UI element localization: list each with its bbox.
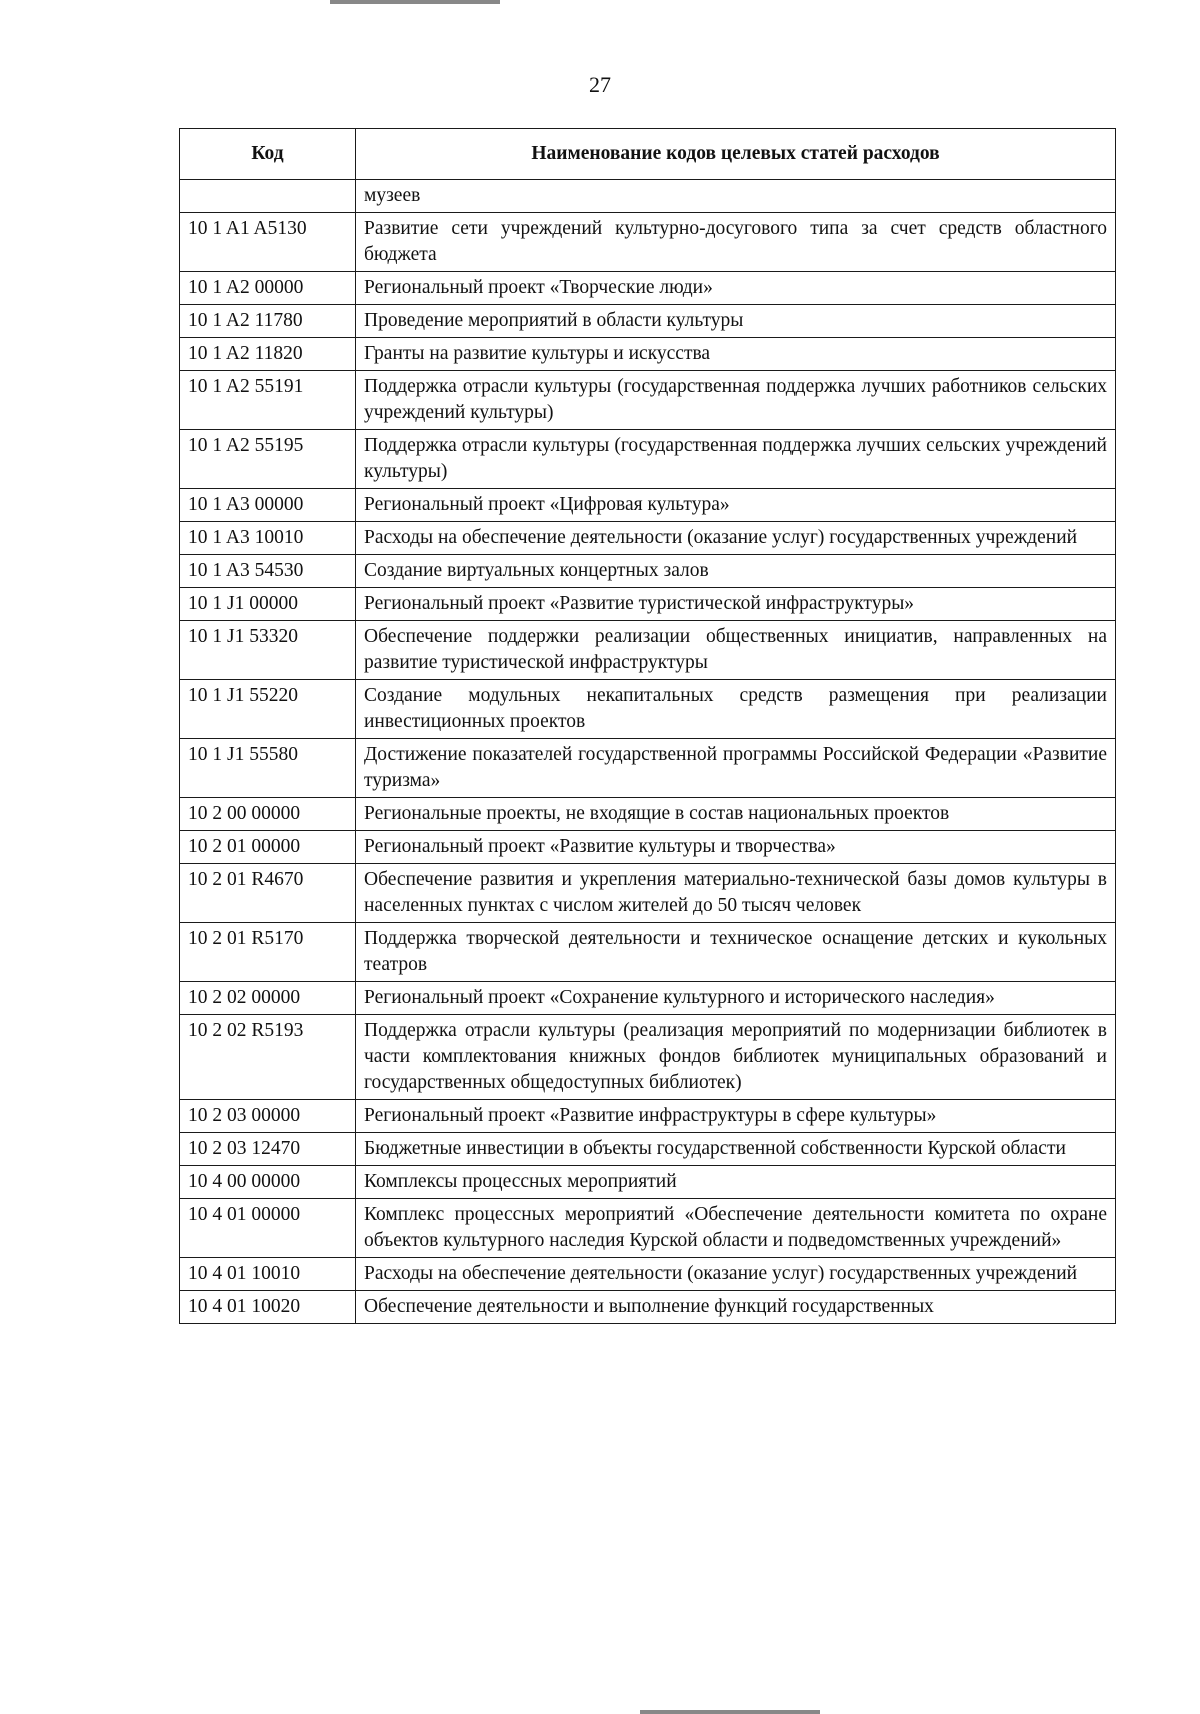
code-cell: 10 4 01 00000	[180, 1199, 356, 1258]
code-cell: 10 4 01 10010	[180, 1258, 356, 1291]
code-cell: 10 4 01 10020	[180, 1291, 356, 1324]
name-cell: Региональный проект «Творческие люди»	[356, 272, 1116, 305]
table-row	[180, 1258, 1116, 1291]
table-row	[180, 305, 1116, 338]
code-cell: 10 1 A2 00000	[180, 272, 356, 305]
code-cell: 10 1 A2 55195	[180, 430, 356, 489]
table-row	[180, 680, 1116, 739]
table-row	[180, 1291, 1116, 1324]
name-cell: Комплекс процессных мероприятий «Обеспечение деятельности комитета по охране объектов культурного наследия Курской области и подведомственных учреждений»	[356, 1199, 1116, 1258]
table-row	[180, 522, 1116, 555]
header-name: Наименование кодов целевых статей расходов	[356, 129, 1116, 180]
name-cell: Региональный проект «Развитие инфраструктуры в сфере культуры»	[356, 1100, 1116, 1133]
table-row	[180, 1199, 1116, 1258]
name-cell: Создание модульных некапитальных средств размещения при реализации инвестиционных проектов	[356, 680, 1116, 739]
table-row	[180, 621, 1116, 680]
table-row	[180, 1166, 1116, 1199]
name-cell: Бюджетные инвестиции в объекты государственной собственности Курской области	[356, 1133, 1116, 1166]
code-cell: 10 4 00 00000	[180, 1166, 356, 1199]
name-cell: музеев	[356, 180, 1116, 213]
name-cell: Гранты на развитие культуры и искусства	[356, 338, 1116, 371]
name-cell: Обеспечение деятельности и выполнение функций государственных	[356, 1291, 1116, 1324]
table-row	[180, 180, 1116, 213]
name-cell: Региональный проект «Развитие туристической инфраструктуры»	[356, 588, 1116, 621]
table-row	[180, 555, 1116, 588]
code-cell: 10 1 A1 A5130	[180, 213, 356, 272]
name-cell: Обеспечение развития и укрепления материально-технической базы домов культуры в населенных пунктах с числом жителей до 50 тысяч человек	[356, 864, 1116, 923]
table-row	[180, 864, 1116, 923]
code-cell	[180, 180, 356, 213]
table-row	[180, 588, 1116, 621]
scan-artifact-top	[330, 0, 500, 4]
code-cell: 10 2 03 00000	[180, 1100, 356, 1133]
code-cell: 10 1 J1 00000	[180, 588, 356, 621]
code-cell: 10 2 00 00000	[180, 798, 356, 831]
table-row	[180, 371, 1116, 430]
code-cell: 10 2 01 R4670	[180, 864, 356, 923]
table-row	[180, 1100, 1116, 1133]
table-row	[180, 982, 1116, 1015]
table-body	[180, 180, 1116, 1324]
code-cell: 10 2 01 00000	[180, 831, 356, 864]
table-row	[180, 272, 1116, 305]
table-row	[180, 923, 1116, 982]
scan-artifact-bottom	[640, 1710, 820, 1714]
name-cell: Расходы на обеспечение деятельности (оказание услуг) государственных учреждений	[356, 1258, 1116, 1291]
code-cell: 10 1 A2 11780	[180, 305, 356, 338]
table-row	[180, 831, 1116, 864]
table-row	[180, 430, 1116, 489]
name-cell: Развитие сети учреждений культурно-досугового типа за счет средств областного бюджета	[356, 213, 1116, 272]
name-cell: Поддержка творческой деятельности и техническое оснащение детских и кукольных театров	[356, 923, 1116, 982]
code-cell: 10 1 A3 54530	[180, 555, 356, 588]
table-row	[180, 798, 1116, 831]
name-cell: Расходы на обеспечение деятельности (оказание услуг) государственных учреждений	[356, 522, 1116, 555]
code-cell: 10 2 03 12470	[180, 1133, 356, 1166]
table-row	[180, 338, 1116, 371]
code-cell: 10 2 02 00000	[180, 982, 356, 1015]
name-cell: Поддержка отрасли культуры (государственная поддержка лучших сельских учреждений культуры)	[356, 430, 1116, 489]
name-cell: Создание виртуальных концертных залов	[356, 555, 1116, 588]
code-cell: 10 1 A3 10010	[180, 522, 356, 555]
name-cell: Региональный проект «Сохранение культурного и исторического наследия»	[356, 982, 1116, 1015]
table-header-row	[180, 129, 1116, 180]
name-cell: Региональный проект «Развитие культуры и творчества»	[356, 831, 1116, 864]
table-row	[180, 1015, 1116, 1100]
name-cell: Обеспечение поддержки реализации общественных инициатив, направленных на развитие туристической инфраструктуры	[356, 621, 1116, 680]
name-cell: Проведение мероприятий в области культуры	[356, 305, 1116, 338]
page-number: 27	[589, 72, 611, 97]
table-row	[180, 213, 1116, 272]
code-cell: 10 2 01 R5170	[180, 923, 356, 982]
name-cell: Региональные проекты, не входящие в состав национальных проектов	[356, 798, 1116, 831]
code-cell: 10 1 J1 55220	[180, 680, 356, 739]
code-cell: 10 1 J1 53320	[180, 621, 356, 680]
code-cell: 10 1 A2 55191	[180, 371, 356, 430]
name-cell: Достижение показателей государственной программы Российской Федерации «Развитие туризма»	[356, 739, 1116, 798]
target-expense-codes-table	[179, 128, 1116, 1324]
name-cell: Поддержка отрасли культуры (государственная поддержка лучших работников сельских учреждений культуры)	[356, 371, 1116, 430]
code-cell: 10 1 A3 00000	[180, 489, 356, 522]
table-row	[180, 1133, 1116, 1166]
name-cell: Региональный проект «Цифровая культура»	[356, 489, 1116, 522]
code-cell: 10 1 J1 55580	[180, 739, 356, 798]
header-code: Код	[180, 129, 356, 180]
name-cell: Комплексы процессных мероприятий	[356, 1166, 1116, 1199]
name-cell: Поддержка отрасли культуры (реализация мероприятий по модернизации библиотек в части комплектования книжных фондов библиотек муниципальных образований и государственных общедоступных библиотек)	[356, 1015, 1116, 1100]
code-cell: 10 1 A2 11820	[180, 338, 356, 371]
table-row	[180, 489, 1116, 522]
table-row	[180, 739, 1116, 798]
code-cell: 10 2 02 R5193	[180, 1015, 356, 1100]
